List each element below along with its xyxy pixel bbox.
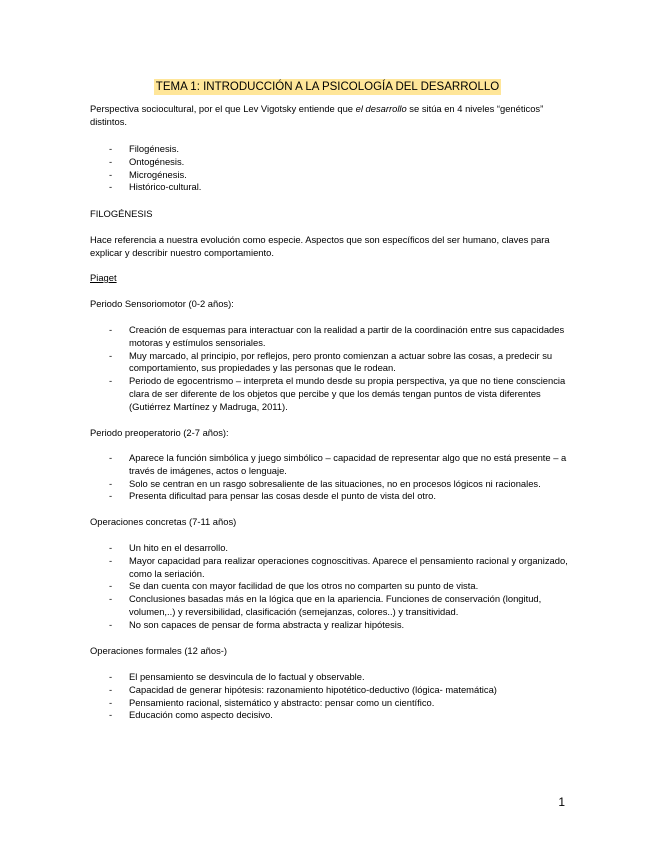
stage-preoperatorio <box>90 427 570 440</box>
list-item: - Presenta dificultad para pensar las cosas desde el punto de vista del otro. <box>109 490 436 502</box>
list-item: - Solo se centran en un rasgo sobresaliente de las situaciones, no en procesos lógicos ni racionales. <box>109 477 541 489</box>
list-item: - Educación como aspecto decisivo. <box>109 709 273 721</box>
intro-section <box>90 103 570 129</box>
stage-formales-list <box>90 671 570 722</box>
levels-list <box>90 143 570 194</box>
list-item: - Creación de esquemas para interactuar con la realidad a partir de la coordinación entre sus capacidades motoras y estímulos sensoriales. <box>109 324 565 348</box>
bullet-list <box>90 324 570 414</box>
bullet-list <box>90 542 570 632</box>
list-item: - Un hito en el desarrollo. <box>109 542 229 553</box>
filogenesis-text: Hace referencia a nuestra evolución como especie. Aspectos que son específicos del ser humano, claves para explicar y describir nuestro comportamiento. <box>90 234 550 258</box>
piaget-section <box>90 272 570 285</box>
levels-section <box>90 143 570 194</box>
stage-heading: Operaciones formales (12 años-) <box>90 645 228 656</box>
stage-sensoriomotor-list <box>90 324 570 414</box>
piaget-heading: Piaget <box>90 272 117 283</box>
document-title: TEMA 1: INTRODUCCIÓN A LA PSICOLOGÍA DEL DESARROLLO <box>155 81 500 93</box>
intro-text-after: se sitúa en 4 niveles “genéticos” distintos. <box>90 103 544 127</box>
title-wrapper <box>0 77 655 95</box>
stage-preoperatorio-list <box>90 452 570 503</box>
stage-formales <box>90 645 570 658</box>
list-item: - Muy marcado, al principio, por reflejos, pero pronto comienzan a actuar sobre las cosas, a predecir su comportamiento, sus propiedades y las personas que le rodean. <box>109 349 553 374</box>
list-item: - Capacidad de generar hipótesis: razonamiento hipotético-deductivo (lógica- matemática) <box>109 683 497 695</box>
list-item: - Pensamiento racional, sistemático y abstracto: pensar como un científico. <box>109 696 435 708</box>
intro-paragraph <box>90 103 570 129</box>
list-item: - Filogénesis. <box>109 143 180 154</box>
list-item: - Periodo de egocentrismo – interpreta el mundo desde su propia perspectiva, ya que no tiene consciencia clara de ser diferente de los objetos que percibe y que los demás tengan puntos de vista diferentes (Gutiérrez Martínez y Madruga, 2011). <box>109 375 566 412</box>
stage-heading: Periodo Sensoriomotor (0-2 años): <box>90 298 234 309</box>
filogenesis-heading: FILOGÉNESIS <box>90 208 153 219</box>
intro-emphasis: el desarrollo <box>355 103 407 114</box>
stage-heading: Periodo preoperatorio (2-7 años): <box>90 427 229 438</box>
list-item: - Histórico-cultural. <box>109 181 202 193</box>
stage-sensoriomotor <box>90 298 570 311</box>
list-item: - Se dan cuenta con mayor facilidad de que los otros no comparten su punto de vista. <box>109 580 479 592</box>
list-item: - Ontogénesis. <box>109 155 185 167</box>
list-item: - Conclusiones basadas más en la lógica que en la apariencia. Funciones de conservación (longitud, volumen,..) y reversibilidad, clasificación (semejanzas, colores..) y transitividad. <box>109 593 542 617</box>
intro-text-before: Perspectiva sociocultural, por el que Lev Vigotsky entiende que <box>90 103 356 114</box>
page-number: 1 <box>558 795 565 809</box>
stage-concretas <box>90 516 570 529</box>
bullet-list <box>90 671 570 722</box>
stage-heading: Operaciones concretas (7-11 años) <box>90 516 237 527</box>
list-item: - Mayor capacidad para realizar operaciones cognoscitivas. Aparece el pensamiento racional y organizado, como la seriación. <box>109 554 568 579</box>
list-item: - No son capaces de pensar de forma abstracta y realizar hipótesis. <box>109 618 405 630</box>
list-item: - Aparece la función simbólica y juego simbólico – capacidad de representar algo que no está presente – a través de imágenes, actos o lenguaje. <box>109 452 567 476</box>
list-item: - Microgénesis. <box>109 168 187 180</box>
filogenesis-body <box>90 234 570 260</box>
list-item: - El pensamiento se desvincula de lo factual y observable. <box>109 671 365 682</box>
filogenesis-section <box>90 208 570 221</box>
bullet-list <box>90 452 570 503</box>
stage-concretas-list <box>90 542 570 632</box>
